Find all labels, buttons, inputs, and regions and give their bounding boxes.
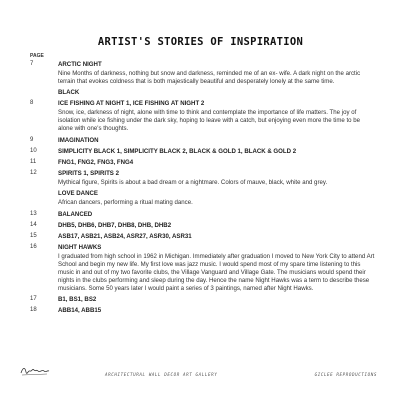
list-item <box>30 232 375 241</box>
list-item <box>30 158 375 167</box>
artwork-story: Mythical figure, Spirits is about a bad dream or a nightmare. Colors of mauve, black, white and grey. <box>58 179 328 187</box>
list-item <box>30 88 375 97</box>
artwork-story: African dancers, performing a ritual mating dance. <box>58 199 193 207</box>
page-number: 11 <box>30 158 37 165</box>
artwork-title: LOVE DANCE <box>58 190 98 198</box>
footer-gallery-name: ARCHITECTURAL WALL DECOR ART GALLERY <box>105 372 218 377</box>
page-title: ARTIST'S STORIES OF INSPIRATION <box>97 36 304 48</box>
page-number: 13 <box>30 210 37 217</box>
page-number: 16 <box>30 244 37 251</box>
list-item <box>30 306 375 315</box>
page-number: 18 <box>30 307 37 314</box>
artwork-title: B1, BS1, BS2 <box>58 296 97 304</box>
page-number: 8 <box>30 100 34 107</box>
list-item <box>30 189 375 207</box>
list-item <box>30 295 375 304</box>
entries-list <box>30 60 375 318</box>
artwork-title: FNG1, FNG2, FNG3, FNG4 <box>58 158 134 166</box>
artwork-title: ARCTIC NIGHT <box>58 61 102 68</box>
artwork-title: ASB17, ASB21, ASB24, ASR27, ASR30, ASR31 <box>58 232 192 240</box>
artwork-story: Nine Months of darkness, nothing but snow and darkness, reminded me of an ex- wife. A dark night on the arctic terrain that evokes coldness that is both majestically beautiful and desperately lonely at the same time. <box>58 70 361 85</box>
artwork-title: DHB5, DHB6, DHB7, DHB8, DHB, DHB2 <box>58 221 172 229</box>
artwork-story: I graduated from high school in 1962 in Michigan. Immediately after graduation I moved to New York City to attend Art School and begin my new life. My first love was jazz music. I would spend most of my spare time listening to this music in and out of my two favorite clubs, the Village Vanguard and Village Gate. The musicians would spend their nights in the clubs performing and sleep during the day. Hence the name Night Hawks was a term to describe these musicians. Some 50 years later I would paint a series of 3 paintings, named after Night Hawks. <box>58 253 375 293</box>
page-number: 7 <box>30 61 34 67</box>
page-number <box>30 189 58 207</box>
page-number: 12 <box>30 170 37 177</box>
artwork-title: SIMPLICITY BLACK 1, SIMPLICITY BLACK 2, BLACK & GOLD 1, BLACK & GOLD 2 <box>58 147 297 155</box>
list-item <box>30 210 375 219</box>
page-number: 17 <box>30 296 37 303</box>
list-item <box>30 60 375 86</box>
artwork-title: ABB14, ABB15 <box>58 307 102 315</box>
list-item <box>30 221 375 230</box>
list-item <box>30 136 375 145</box>
page-number <box>30 88 58 97</box>
artwork-title: NIGHT HAWKS <box>58 244 102 252</box>
artwork-story: Snow, ice, darkness of night, alone with time to think and contemplate the importance of life matters. The joy of isolation while ice fishing under the dark sky, hoping to leave with a catch, but enjoying even more the time to be alone with one's thoughts. <box>58 109 361 133</box>
artwork-title: IMAGINATION <box>58 136 99 144</box>
artwork-title: ICE FISHING AT NIGHT 1, ICE FISHING AT NIGHT 2 <box>58 100 205 108</box>
footer-giclee-label: GICLEE REPRODUCTIONS <box>314 372 377 377</box>
artwork-title: BALANCED <box>58 210 93 218</box>
page-number: 10 <box>30 147 37 154</box>
artwork-title: BLACK <box>58 89 80 97</box>
artwork-title: SPIRITS 1, SPIRITS 2 <box>58 170 119 178</box>
page-number: 14 <box>30 221 37 228</box>
page-number: 15 <box>30 232 37 239</box>
list-item <box>30 99 375 133</box>
page-footer <box>0 368 401 380</box>
list-item <box>30 147 375 156</box>
page-column-label: PAGE <box>30 53 44 59</box>
page-number: 9 <box>30 136 34 143</box>
list-item <box>30 243 375 293</box>
list-item <box>30 169 375 187</box>
